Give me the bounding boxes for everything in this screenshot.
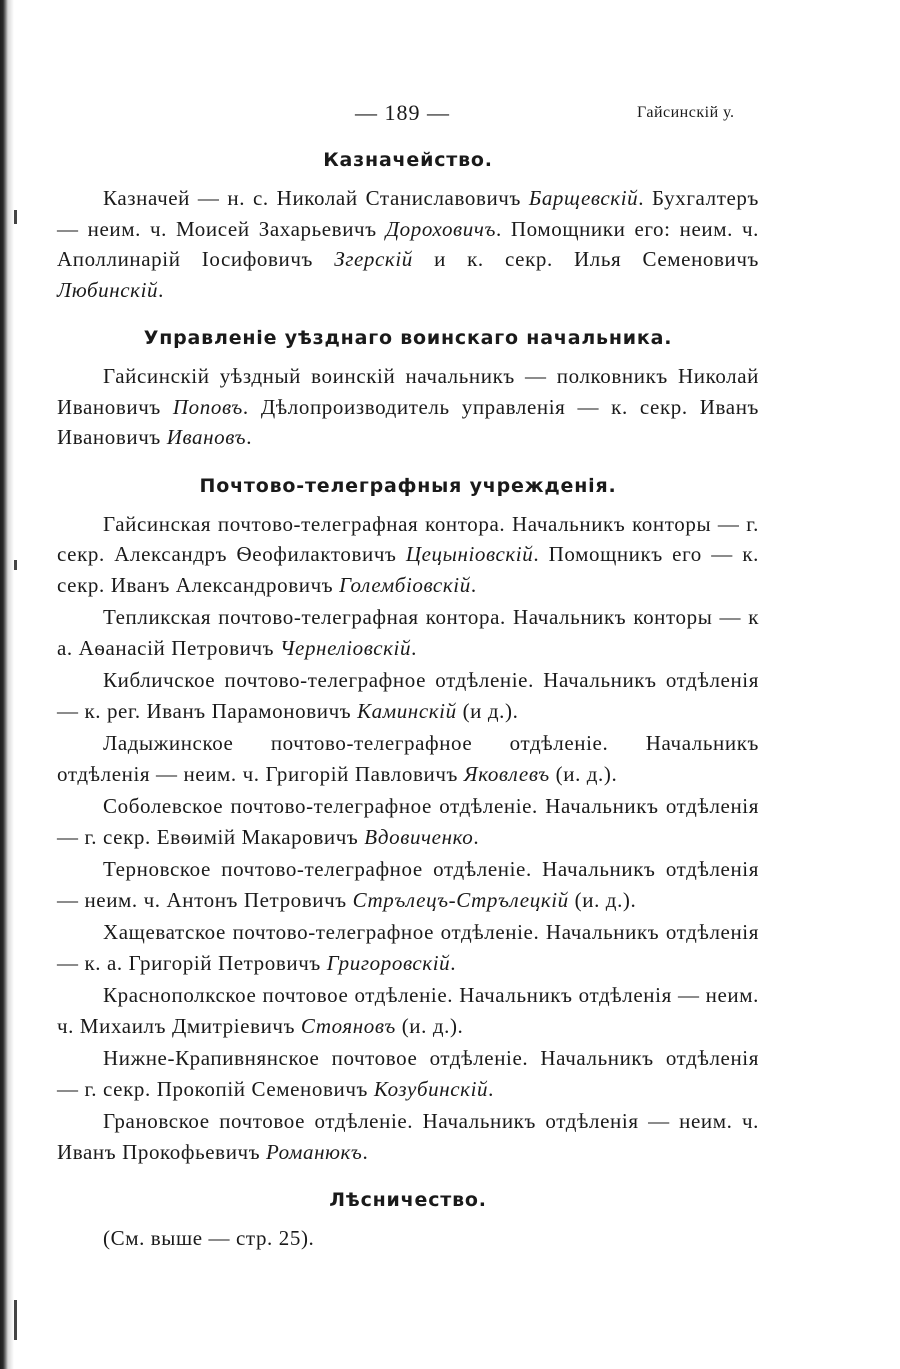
page-edge-speck	[14, 560, 17, 570]
paragraph	[57, 361, 759, 453]
person-name: Голембіовскій	[339, 572, 471, 597]
page-header	[0, 100, 900, 130]
paragraph	[57, 509, 759, 601]
text: .	[158, 277, 164, 302]
page-content	[57, 145, 759, 1254]
person-name: Яковлевъ	[463, 761, 550, 786]
text: Хащеватское почтово-телеграфное отдѣленіе. Начальникъ отдѣленія — к. а. Григорій Петровичъ	[57, 920, 759, 975]
text: . Помощники его: неим. ч. Аполлинарій Іосифовичъ	[57, 216, 759, 271]
person-name: Каминскій	[357, 698, 457, 723]
person-name: Барщевскій	[528, 186, 639, 210]
paragraph	[57, 1106, 759, 1167]
text: Краснополкское почтовое отдѣленіе. Начальникъ отдѣленія — неим. ч. Михаилъ Дмитріевичъ	[57, 983, 759, 1038]
text: .	[450, 950, 457, 975]
text: Грановское почтовое отдѣленіе. Начальникъ отдѣленія — неим. ч. Иванъ Прокофьевичъ	[57, 1109, 759, 1164]
text: (См. выше — стр. 25).	[103, 1226, 315, 1250]
text: .	[488, 1076, 494, 1101]
person-name: Стояновъ	[300, 1013, 396, 1038]
text: . Бухгалтеръ — неим. ч. Моисей Захарьевичъ	[57, 186, 759, 241]
paragraph	[57, 917, 759, 978]
person-name: Поповъ	[172, 394, 243, 419]
text: .	[246, 425, 253, 449]
text: .	[411, 635, 417, 660]
paragraph	[57, 183, 759, 305]
person-name: Любинскій	[57, 277, 159, 302]
section-heading-treasury: Казначейство.	[323, 149, 493, 171]
person-name: Цецыніовскій	[405, 542, 534, 566]
text: Тепликская почтово-телеграфная контора. Начальникъ конторы — к а. Аѳанасій Петровичъ	[57, 605, 759, 660]
page-number: — 189 —	[355, 100, 450, 125]
text: Соболевское почтово-телеграфное отдѣленіе. Начальникъ отдѣленія — г. секр. Евѳимій Макаровичъ	[57, 794, 759, 849]
text: Гайсинская почтово-телеграфная контора. Начальникъ конторы — г. секр. Александръ Ѳеофилактовичъ	[57, 511, 759, 566]
text: Кибличское почтово-телеграфное отдѣленіе. Начальникъ отдѣленія — к. рег. Иванъ Парамоновичъ	[57, 668, 759, 723]
text: .	[362, 1139, 369, 1164]
text: Гайсинскій уѣздный воинскій начальникъ — полковникъ Николай Ивановичъ	[57, 364, 759, 419]
text: Нижне-Крапивнянское почтовое отдѣленіе. Начальникъ отдѣленія — г. секр. Прокопій Семеновичъ	[57, 1046, 759, 1101]
text: и к. секр. Илья Семеновичъ	[412, 247, 759, 271]
person-name: Козубинскій	[373, 1076, 489, 1101]
section-heading-military: Управленіе уѣзднаго воинскаго начальника.	[143, 327, 673, 349]
text: (и д.).	[456, 698, 519, 723]
text: Терновское почтово-телеграфное отдѣленіе. Начальникъ отдѣленія — неим. ч. Антонъ Петровичъ	[57, 857, 759, 912]
person-name: Чернеліовскій	[279, 635, 412, 660]
paragraph	[57, 602, 759, 663]
text: .	[473, 824, 480, 849]
text: . Дѣлопроизводитель управленія — к. секр. Иванъ Ивановичъ	[57, 394, 760, 449]
paragraph	[57, 665, 759, 726]
paragraph	[57, 728, 759, 789]
page-edge-speck	[14, 1300, 17, 1340]
page-edge-shadow	[0, 0, 14, 1369]
person-name: Вдовиченко	[364, 824, 474, 849]
text: (и. д.).	[568, 887, 637, 912]
paragraph	[57, 980, 759, 1041]
section-heading-forestry: Лѣсничество.	[329, 1189, 487, 1211]
paragraph	[57, 791, 759, 852]
text: . Помощникъ его — к. секр. Иванъ Александровичъ	[57, 542, 759, 597]
text: .	[470, 572, 477, 597]
text: (и. д.).	[549, 761, 618, 786]
person-name: Романюкъ	[266, 1139, 363, 1164]
page-edge-speck	[14, 210, 17, 224]
paragraph	[57, 1223, 759, 1254]
paragraph	[57, 1043, 759, 1104]
person-name: Згерскій	[334, 247, 413, 271]
person-name: Григоровскій	[326, 950, 451, 975]
running-head: Гайсинскій у.	[637, 104, 735, 121]
text: Ладыжинское почтово-телеграфное отдѣленіе. Начальникъ отдѣленія — неим. ч. Григорій Павловичъ	[57, 731, 759, 786]
text: (и. д.).	[395, 1013, 464, 1038]
paragraph	[57, 854, 759, 915]
person-name: Ивановъ	[166, 425, 247, 449]
text: Казначей — н. с. Николай Станиславовичъ	[103, 186, 529, 210]
person-name: Дороховичъ	[385, 216, 496, 241]
section-heading-postal: Почтово-телеграфныя учрежденія.	[199, 474, 617, 497]
person-name: Стрълецъ-Стрълецкій	[352, 887, 569, 912]
